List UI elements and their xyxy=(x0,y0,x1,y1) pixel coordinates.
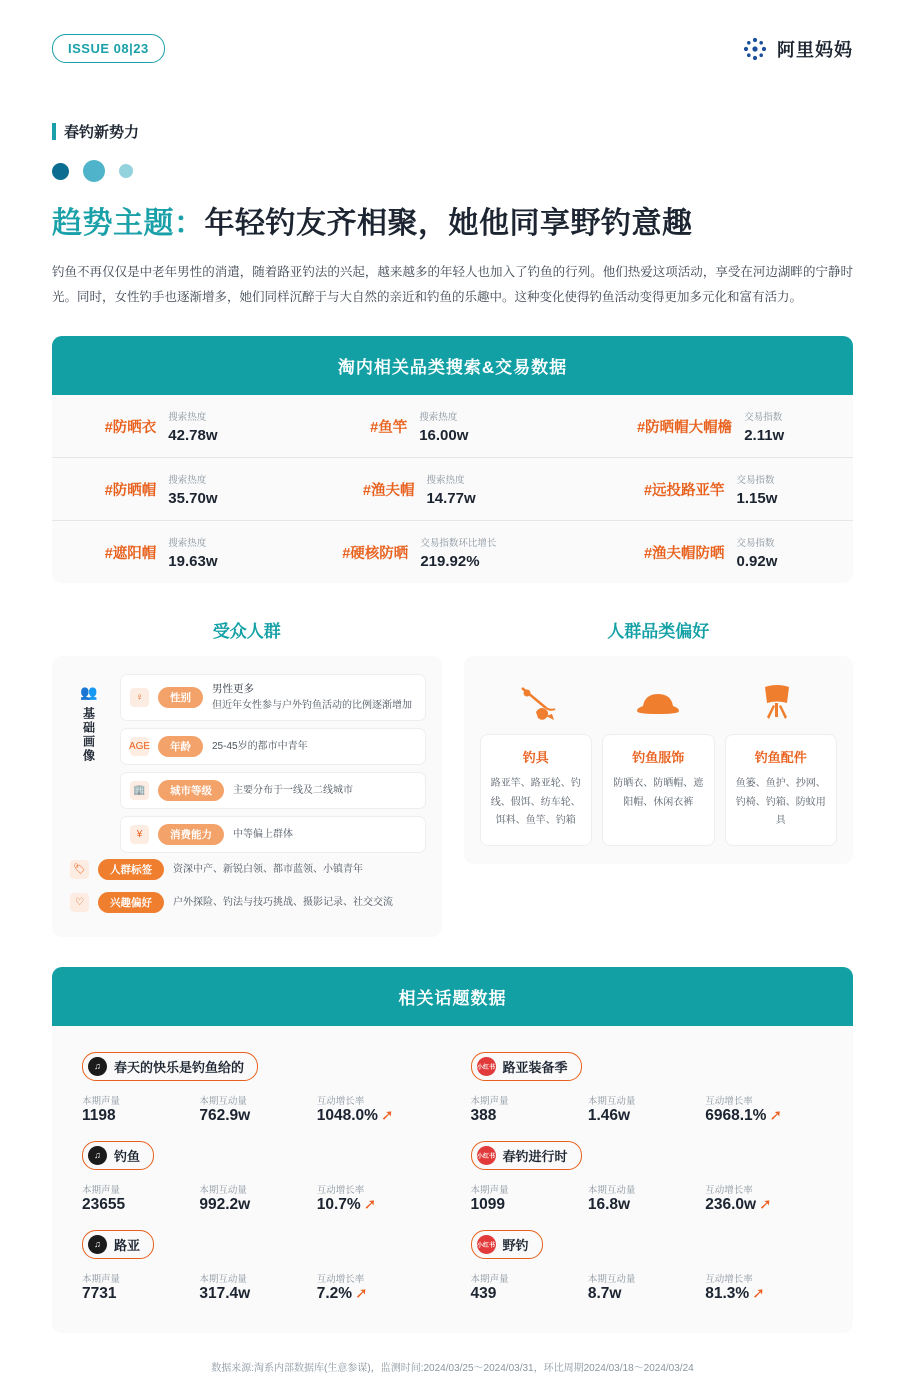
keyword-tag: #渔夫帽防晒 xyxy=(643,545,725,562)
metric xyxy=(471,1271,588,1303)
keyword-tag: #渔夫帽 xyxy=(362,482,415,499)
audience-pill: 年龄 xyxy=(158,736,203,757)
audience-text-sub: 但近年女性参与户外钓鱼活动的比例逐渐增加 xyxy=(212,699,412,711)
metric xyxy=(199,1271,316,1303)
metric xyxy=(588,1182,705,1214)
age-icon: AGE xyxy=(130,737,149,756)
metric-value: 10.7% xyxy=(316,1195,361,1213)
search-card-title: 淘内相关品类搜索&交易数据 xyxy=(52,336,853,395)
metric-value-growth xyxy=(317,1107,434,1125)
trend-description: 钓鱼不再仅仅是中老年男性的消遣，随着路亚钓法的兴起，越来越多的年轻人也加入了钓鱼的行列。他们热爱这项活动，享受在河边湖畔的宁静时光。同时，女性钓手也逐渐增多，她们同样沉醉于与大自然的亲近和钓鱼的乐趣中。这种变化使得钓鱼活动变得更加多元化和富有活力。 xyxy=(52,265,853,304)
keyword-cell xyxy=(270,521,568,584)
metric-value: 439 xyxy=(470,1284,497,1302)
metric-value: 35.70w xyxy=(168,490,218,507)
table-row xyxy=(52,395,853,458)
section-accent-bar xyxy=(52,123,56,140)
audience-pill: 消费能力 xyxy=(158,824,224,845)
sparkle-logo-icon xyxy=(742,36,768,62)
preference-column xyxy=(464,617,854,937)
metric xyxy=(199,1093,316,1125)
metric xyxy=(588,1093,705,1125)
audience-text-main: 男性更多 xyxy=(212,683,254,695)
metric-value: 6968.1% xyxy=(705,1106,767,1124)
metric-value-growth xyxy=(705,1107,822,1125)
preference-card-title: 钓鱼配件 xyxy=(754,750,807,765)
topic-name-badge xyxy=(471,1141,582,1170)
section-label xyxy=(52,121,853,142)
city-icon: 🏢 xyxy=(130,781,149,800)
audience-pill: 人群标签 xyxy=(98,859,164,880)
audience-text-main: 中等偏上群体 xyxy=(233,828,293,840)
preference-card xyxy=(602,734,715,846)
metric-value: 0.92w xyxy=(736,553,778,570)
page-title xyxy=(52,198,853,242)
metric-value: 42.78w xyxy=(168,427,218,444)
audience-vertical-label xyxy=(68,674,110,853)
metric-value: 219.92% xyxy=(420,553,480,570)
metric xyxy=(82,1182,199,1214)
metric-label: 交易指数环比增长 xyxy=(420,538,497,549)
preference-card xyxy=(725,734,838,846)
two-column-section xyxy=(52,617,853,937)
keyword-tag: #鱼竿 xyxy=(370,419,408,436)
metric xyxy=(471,1182,588,1214)
list-item xyxy=(82,1230,435,1303)
metric-label: 交易指数 xyxy=(736,538,775,549)
keyword-cell xyxy=(568,521,853,584)
preference-card-title: 钓鱼服饰 xyxy=(632,750,685,765)
metric xyxy=(82,1093,199,1125)
metric xyxy=(705,1182,822,1214)
search-card-body xyxy=(52,395,853,583)
metric xyxy=(588,1271,705,1303)
tag-icon: 🏷 xyxy=(70,860,89,879)
list-item xyxy=(471,1141,824,1214)
decorative-dots xyxy=(52,160,853,182)
list-item xyxy=(82,1052,435,1125)
keyword-cell xyxy=(568,395,853,458)
preference-card xyxy=(480,734,593,846)
metric-label: 互动增长率 xyxy=(705,1095,753,1107)
metric-label: 搜索热度 xyxy=(168,538,207,549)
metric-label: 本期声量 xyxy=(470,1184,509,1196)
metric-label: 本期声量 xyxy=(470,1273,509,1285)
consume-icon: ¥ xyxy=(130,825,149,844)
topic-card-body xyxy=(52,1026,853,1333)
metric xyxy=(199,1182,316,1214)
preference-card-items: 防晒衣、防晒帽、遮阳帽、休闲衣裤 xyxy=(613,778,704,808)
topic-card-title: 相关话题数据 xyxy=(52,967,853,1026)
arrow-up-icon: ➚ xyxy=(363,1196,377,1214)
metric-value: 7731 xyxy=(82,1284,117,1302)
brand-name: 阿里妈妈 xyxy=(777,39,853,60)
metric-value: 388 xyxy=(470,1106,497,1124)
metric-label: 本期互动量 xyxy=(199,1273,247,1285)
metric-value: 16.00w xyxy=(419,427,469,444)
topic-name-badge xyxy=(82,1141,154,1170)
audience-flat-text: 资深中产、新锐白领、都市蓝领、小镇青年 xyxy=(173,863,363,875)
audience-row xyxy=(120,728,426,765)
keyword-cell xyxy=(52,458,270,521)
topic-label: 钓鱼 xyxy=(114,1148,141,1164)
metric-label: 互动增长率 xyxy=(705,1273,753,1285)
preference-card-items: 路亚竿、路亚轮、钓线、假饵、纺车轮、饵料、鱼竿、钓箱 xyxy=(490,778,581,826)
arrow-up-icon: ➚ xyxy=(752,1285,765,1303)
topic-name-badge xyxy=(471,1230,543,1259)
arrow-up-icon: ➚ xyxy=(769,1107,783,1125)
footnote: 数据来源:淘系内部数据库(生意参谋)，监测时间:2024/03/25～2024/03/31，环比周期2024/03/18～2024/03/24 xyxy=(211,1362,694,1374)
metric-label: 搜索热度 xyxy=(168,412,207,423)
keyword-tag: #遮阳帽 xyxy=(104,545,157,562)
audience-column xyxy=(52,617,442,937)
topic-column-left xyxy=(82,1052,435,1303)
brand xyxy=(742,36,853,62)
audience-pill: 性别 xyxy=(158,687,203,708)
metric-label: 互动增长率 xyxy=(316,1273,365,1285)
gender-icon: ♀ xyxy=(130,688,149,707)
metric-value: 23655 xyxy=(82,1195,126,1213)
xiaohongshu-icon: 小红书 xyxy=(477,1235,496,1254)
metric-value-growth xyxy=(705,1196,822,1214)
douyin-icon: ♫ xyxy=(88,1057,107,1076)
metric-value: 19.63w xyxy=(168,553,218,570)
metric-value-growth xyxy=(317,1196,434,1214)
metric-value: 7.2% xyxy=(316,1284,353,1302)
keyword-cell xyxy=(52,395,270,458)
metric-label: 互动增长率 xyxy=(316,1095,365,1107)
metric xyxy=(705,1093,822,1125)
metric-value: 8.7w xyxy=(587,1284,622,1302)
list-item xyxy=(82,1141,435,1214)
metric-label: 本期互动量 xyxy=(587,1184,636,1196)
metric-label: 本期声量 xyxy=(82,1095,121,1107)
keyword-tag: #防晒帽 xyxy=(104,482,157,499)
xiaohongshu-icon: 小红书 xyxy=(477,1146,496,1165)
audience-row xyxy=(120,674,426,721)
metric-label: 搜索热度 xyxy=(426,475,465,486)
metric-label: 互动增长率 xyxy=(705,1184,753,1196)
metric-label: 本期互动量 xyxy=(587,1273,636,1285)
audience-pill: 兴趣偏好 xyxy=(98,892,164,913)
topic-card xyxy=(52,967,853,1333)
metric xyxy=(317,1093,434,1125)
metric-label: 互动增长率 xyxy=(316,1184,365,1196)
metric xyxy=(317,1271,434,1303)
hat-icon xyxy=(627,680,689,724)
metric xyxy=(705,1271,822,1303)
page-header xyxy=(52,0,853,63)
keyword-cell xyxy=(52,521,270,584)
audience-flat-row xyxy=(68,886,426,919)
metric-label: 搜索热度 xyxy=(419,412,458,423)
people-icon: 👥 xyxy=(80,684,98,700)
table-row xyxy=(52,458,853,521)
keyword-cell xyxy=(270,458,568,521)
arrow-up-icon: ➚ xyxy=(380,1107,394,1125)
metric-value-growth xyxy=(705,1285,822,1303)
metric-value: 14.77w xyxy=(426,490,476,507)
list-item xyxy=(471,1230,824,1303)
metric-value: 1.15w xyxy=(736,490,778,507)
trend-title-text: 年轻钓友齐相聚，她他同享野钓意趣 xyxy=(204,207,693,240)
keyword-cell xyxy=(568,458,853,521)
topic-label: 春钓进行时 xyxy=(502,1148,568,1164)
audience-row xyxy=(120,772,426,809)
chair-icon xyxy=(746,680,808,724)
issue-badge: ISSUE 08|23 xyxy=(52,34,165,63)
arrow-up-icon: ➚ xyxy=(355,1285,368,1303)
trend-prefix: 趋势主题： xyxy=(52,207,205,240)
metric-value: 992.2w xyxy=(199,1195,251,1213)
metric-label: 搜索热度 xyxy=(168,475,207,486)
list-item xyxy=(471,1052,824,1125)
audience-vertical-text: 基础画像 xyxy=(81,707,96,763)
audience-title: 受众人群 xyxy=(212,622,281,641)
metric-value-growth xyxy=(317,1285,434,1303)
dot-1 xyxy=(52,163,69,180)
audience-text-main: 25-45岁的都市中青年 xyxy=(212,740,308,752)
preference-card-items: 鱼篓、鱼护、抄网、钓椅、钓箱、防蚊用具 xyxy=(735,778,826,826)
topic-name-badge xyxy=(82,1230,154,1259)
dot-3 xyxy=(119,164,133,178)
metric-label: 本期声量 xyxy=(470,1095,509,1107)
arrow-up-icon: ➚ xyxy=(759,1196,772,1214)
keyword-tag: #硬核防晒 xyxy=(342,545,409,562)
keyword-tag: #防晒衣 xyxy=(104,419,157,436)
metric-value: 81.3% xyxy=(705,1284,750,1302)
metric-label: 本期声量 xyxy=(82,1184,121,1196)
topic-column-right xyxy=(471,1052,824,1303)
topic-label: 春天的快乐是钓鱼给的 xyxy=(114,1059,245,1075)
metric xyxy=(82,1271,199,1303)
topic-name-badge xyxy=(471,1052,582,1081)
metric-value: 762.9w xyxy=(199,1106,251,1124)
metric-value: 1048.0% xyxy=(316,1106,378,1124)
metric-value: 16.8w xyxy=(587,1195,631,1213)
keyword-tag: #远投路亚竿 xyxy=(643,482,725,499)
douyin-icon: ♫ xyxy=(88,1146,107,1165)
metric-value: 1099 xyxy=(470,1195,505,1213)
metric-value: 1.46w xyxy=(587,1106,631,1124)
metric-label: 交易指数 xyxy=(744,412,783,423)
douyin-icon: ♫ xyxy=(88,1235,107,1254)
keyword-table xyxy=(52,395,853,583)
metric xyxy=(317,1182,434,1214)
audience-flat-text: 户外探险、钓法与技巧挑战、摄影记录、社交交流 xyxy=(173,896,393,908)
table-row xyxy=(52,521,853,584)
topic-label: 路亚装备季 xyxy=(502,1059,568,1075)
preference-card-title: 钓具 xyxy=(522,750,549,765)
audience-pill: 城市等级 xyxy=(158,780,224,801)
metric-value: 236.0w xyxy=(705,1195,757,1213)
preference-panel xyxy=(464,656,854,864)
metric-label: 交易指数 xyxy=(736,475,775,486)
audience-text-main: 主要分布于一线及二线城市 xyxy=(233,784,353,796)
metric-value: 2.11w xyxy=(744,427,785,444)
metric-label: 本期互动量 xyxy=(199,1184,247,1196)
metric-value: 1198 xyxy=(82,1106,116,1124)
section-label-text: 春钓新势力 xyxy=(64,124,140,141)
keyword-cell xyxy=(270,395,568,458)
audience-panel xyxy=(52,656,442,937)
topic-name-badge xyxy=(82,1052,258,1081)
metric-value: 317.4w xyxy=(199,1284,251,1302)
xiaohongshu-icon: 小红书 xyxy=(477,1057,496,1076)
search-trade-card xyxy=(52,336,853,583)
preference-title: 人群品类偏好 xyxy=(607,622,710,641)
metric-label: 本期互动量 xyxy=(199,1095,247,1107)
audience-flat-row xyxy=(68,853,426,886)
heart-icon: ♡ xyxy=(70,893,89,912)
keyword-tag: #防晒帽大帽檐 xyxy=(637,419,733,436)
fishing-rod-icon xyxy=(508,680,570,724)
topic-label: 路亚 xyxy=(114,1237,141,1253)
metric-label: 本期互动量 xyxy=(587,1095,636,1107)
topic-label: 野钓 xyxy=(502,1237,529,1253)
metric xyxy=(471,1093,588,1125)
audience-row xyxy=(120,816,426,853)
dot-2 xyxy=(83,160,105,182)
metric-label: 本期声量 xyxy=(82,1273,121,1285)
